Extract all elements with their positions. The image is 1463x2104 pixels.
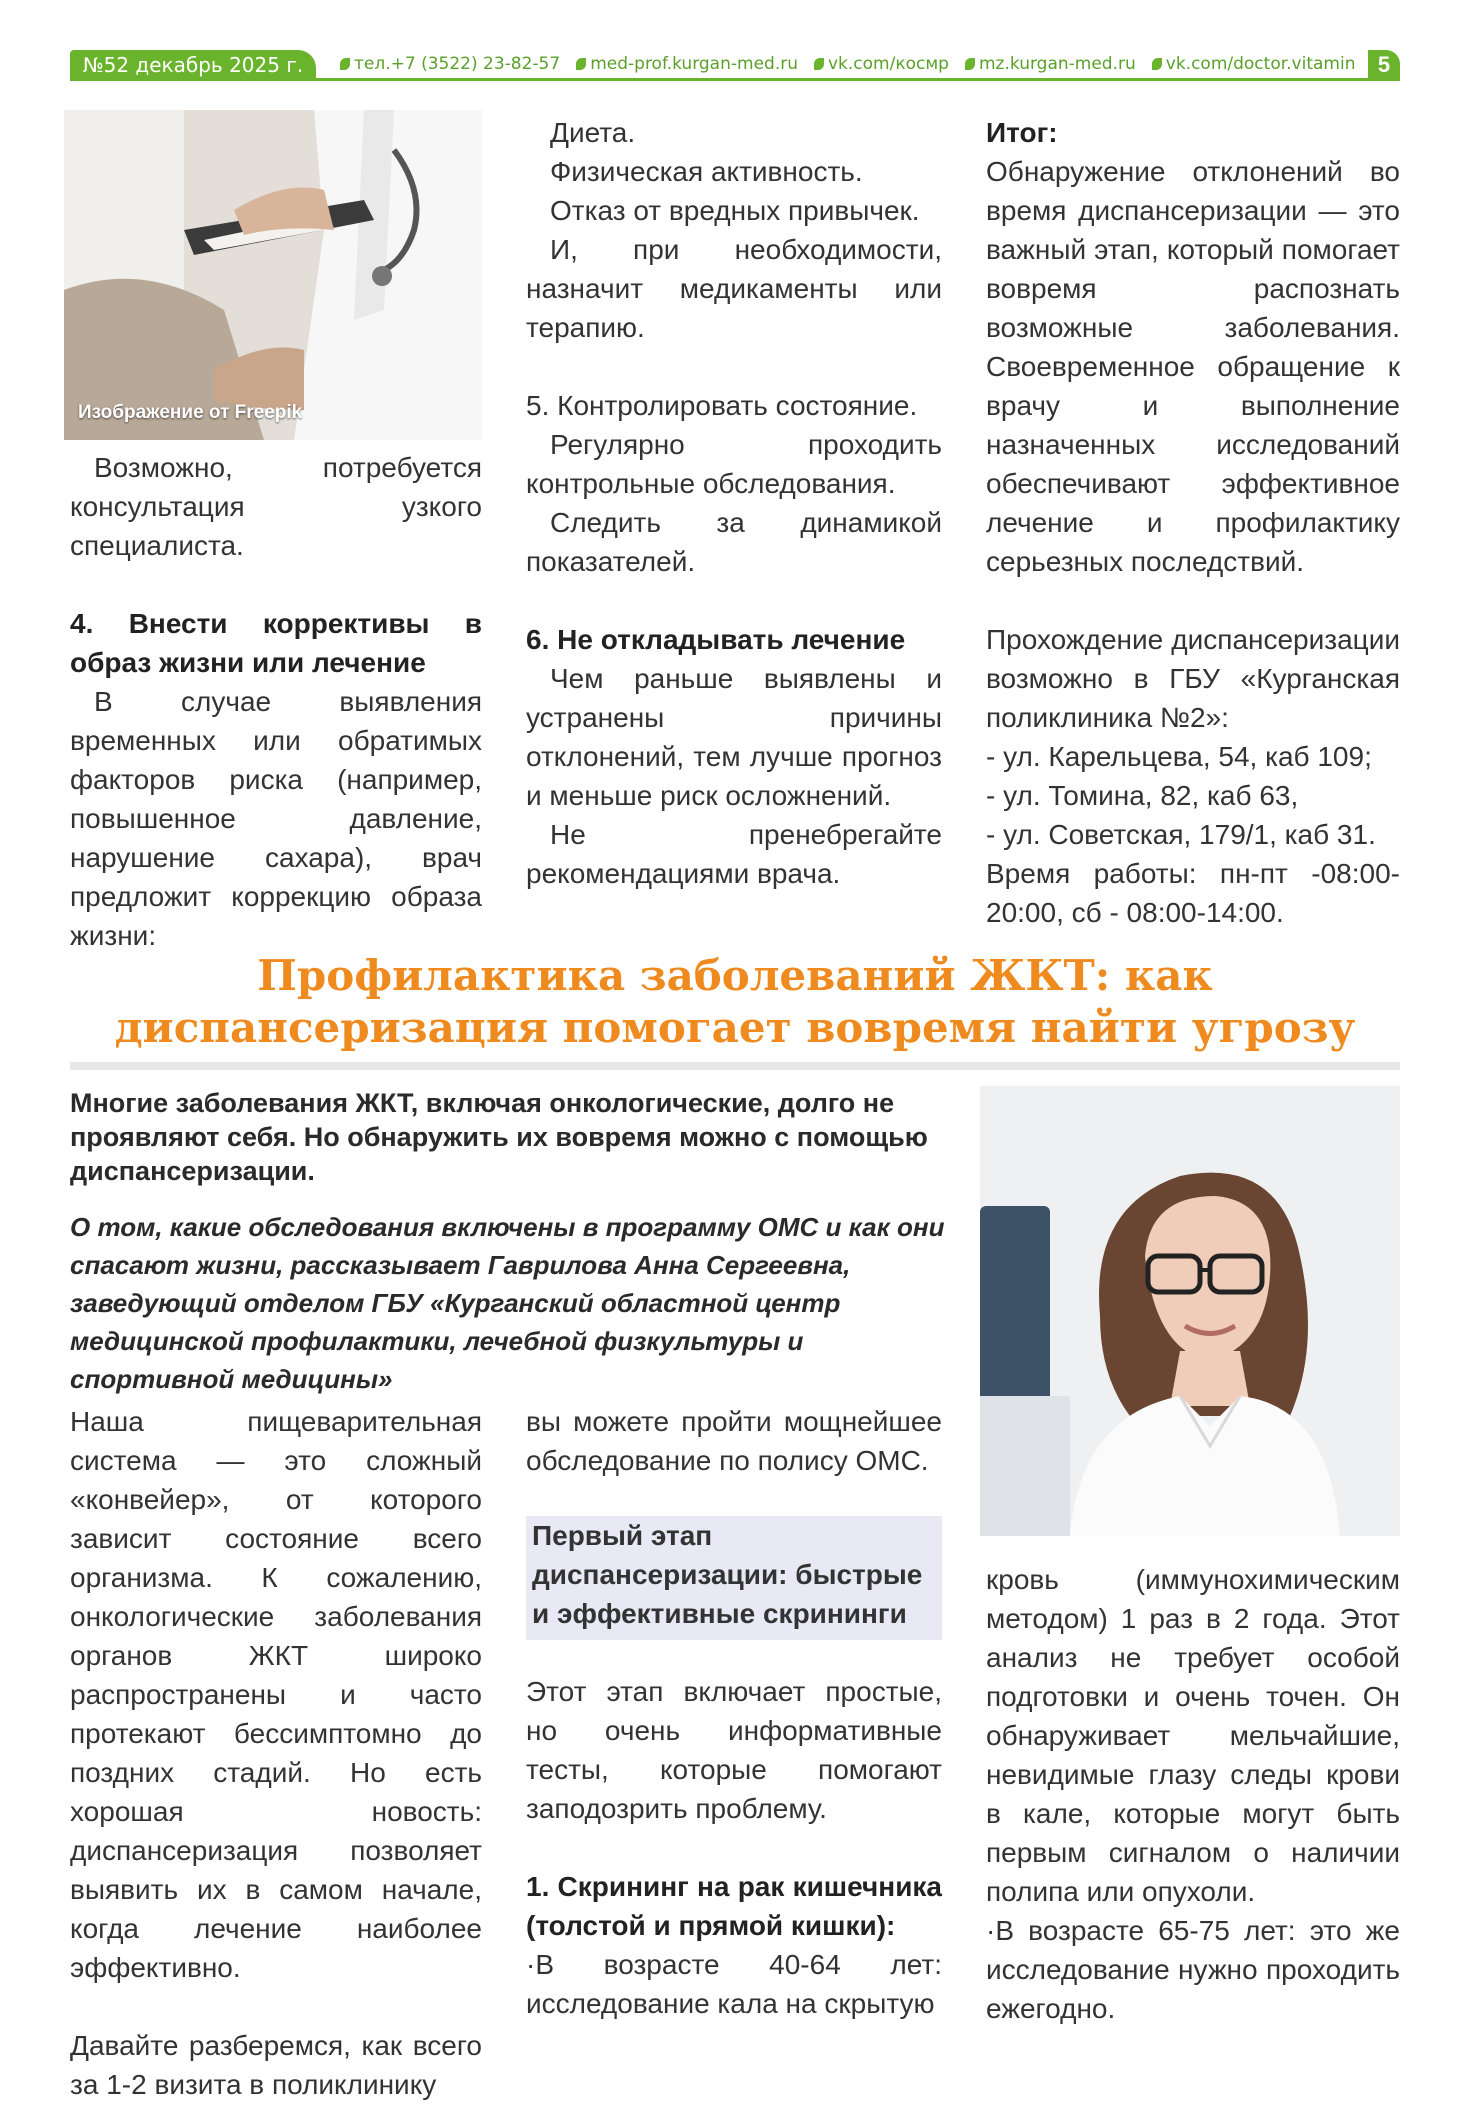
header-contacts (340, 52, 1355, 76)
section-heading-6: 6. Не откладывать лечение (526, 624, 906, 655)
portrait-illustration (980, 1086, 1400, 1536)
top-column-2 (526, 113, 942, 893)
photo-caption: Изображение от Freepik (78, 402, 303, 423)
paragraph: Этот этап включает простые, но очень информативные тесты, которые помогают заподозрить проблему. (526, 1676, 942, 1824)
paragraph: Давайте разберемся, как всего за 1-2 визита в поликлинику (70, 2030, 482, 2100)
working-hours: Время работы: пн-пт -08:00-20:00, сб - 08:00-14:00. (986, 858, 1400, 928)
paragraph: ·В возрасте 40-64 лет: исследование кала на скрытую (526, 1949, 942, 2019)
contact-phone[interactable]: тел.+7 (3522) 23-82-57 (340, 52, 560, 76)
top-column-1 (70, 448, 482, 955)
header-rule (70, 78, 1400, 81)
paragraph: Наша пищеварительная система — это сложный «конвейер», от которого зависит состояние всего организма. К сожалению, онкологические заболевания органов ЖКТ широко распространены и часто протекают бессимптомно до поздних стадий. Но есть хорошая новость: диспансеризация позволяет выявить их в самом начале, когда лечение наиболее эффективно. (70, 1406, 482, 1983)
stage-heading: Первый этап диспансеризации: быстрые и эффективные скрининги (532, 1520, 923, 1629)
list-line: Отказ от вредных привычек. (550, 195, 920, 226)
summary-heading: Итог: (986, 117, 1058, 148)
doctor-illustration (64, 110, 482, 440)
paragraph: Регулярно проходить контрольные обследования. (526, 429, 942, 499)
contact-mz[interactable]: mz.kurgan-med.ru (965, 52, 1136, 76)
section-heading-4: 4. Внести коррективы в образ жизни или лечение (70, 608, 482, 678)
article-lead-italic: О том, какие обследования включены в программу ОМС и как они спасают жизни, рассказывает Гаврилова Анна Сергеевна, заведующий отделом ГБУ «Курганский областной центр медицинской профилактики, лечебной физкультуры и спортивной медицины» (70, 1212, 945, 1394)
title-divider (70, 1062, 1400, 1070)
contact-vk[interactable]: vk.com/космр (814, 52, 949, 76)
contact-site[interactable]: med-prof.kurgan-med.ru (576, 52, 798, 76)
leaf-icon (814, 58, 824, 70)
paragraph: Чем раньше выявлены и устранены причины отклонений, тем лучше прогноз и меньше риск осложнений. (526, 663, 942, 811)
paragraph: Не пренебрегайте рекомендациями врача. (526, 819, 942, 889)
address-line: - ул. Томина, 82, каб 63, (986, 780, 1299, 811)
leaf-icon (1152, 58, 1162, 70)
page-number: 5 (1368, 50, 1400, 80)
issue-tab: №52 декабрь 2025 г. (70, 50, 316, 80)
paragraph: кровь (иммунохимическим методом) 1 раз в 2 года. Этот анализ не требует особой подготовки и очень точен. Он обнаруживает мельчайшие, невидимые глазу следы крови в кале, которые могут быть первым сигналом о наличии полипа или опухоли. (986, 1564, 1400, 1907)
section-heading-5: 5. Контролировать состояние. (526, 390, 918, 421)
paragraph: И, при необходимости, назначит медикаменты или терапию. (526, 234, 942, 343)
article-title-line-2: диспансеризация помогает вовремя найти угрозу (114, 1003, 1356, 1052)
doctor-photo (64, 110, 482, 440)
article-column-3 (986, 1560, 1400, 2028)
contact-vk-doctor[interactable]: vk.com/doctor.vitamin (1152, 52, 1356, 76)
paragraph: Следить за динамикой показателей. (526, 507, 942, 577)
list-line: Диета. (550, 117, 636, 148)
article-column-1 (70, 1402, 482, 2104)
leaf-icon (576, 58, 586, 70)
paragraph: Возможно, потребуется консультация узкого специалиста. (70, 452, 482, 561)
stage-highlight-box (526, 1516, 942, 1640)
paragraph: вы можете пройти мощнейшее обследование по полису ОМС. (526, 1406, 942, 1476)
paragraph: ·В возрасте 65-75 лет: это же исследование нужно проходить ежегодно. (986, 1915, 1400, 2024)
address-line: - ул. Карельцева, 54, каб 109; (986, 741, 1372, 772)
portrait-photo (980, 1086, 1400, 1536)
leaf-icon (965, 58, 975, 70)
article-lead: Многие заболевания ЖКТ, включая онкологические, долго не проявляют себя. Но обнаружить их вовремя можно с помощью диспансеризации. (70, 1088, 928, 1186)
screening-heading: 1. Скрининг на рак кишечника (толстой и прямой кишки): (526, 1871, 942, 1941)
article-title-line-1: Профилактика заболеваний ЖКТ: как (257, 951, 1213, 1000)
article-title (70, 950, 1400, 1054)
list-line: Физическая активность. (550, 156, 863, 187)
paragraph: В случае выявления временных или обратимых факторов риска (например, повышенное давление, нарушение сахара), врач предложит коррекцию образа жизни: (70, 686, 482, 951)
leaf-icon (340, 58, 350, 70)
article-column-2 (526, 1402, 942, 1480)
paragraph: Обнаружение отклонений во время диспансеризации — это важный этап, который помогает вовремя распознать возможные заболевания. Своевременное обращение к врачу и выполнение назначенных исследований обеспечивают эффективное лечение и профилактику серьезных последствий. (986, 156, 1400, 577)
article-column-2-lower (526, 1672, 942, 2023)
top-column-3 (986, 113, 1400, 932)
paragraph: Прохождение диспансеризации возможно в ГБУ «Курганская поликлиника №2»: (986, 624, 1400, 733)
address-line: - ул. Советская, 179/1, каб 31. (986, 819, 1376, 850)
